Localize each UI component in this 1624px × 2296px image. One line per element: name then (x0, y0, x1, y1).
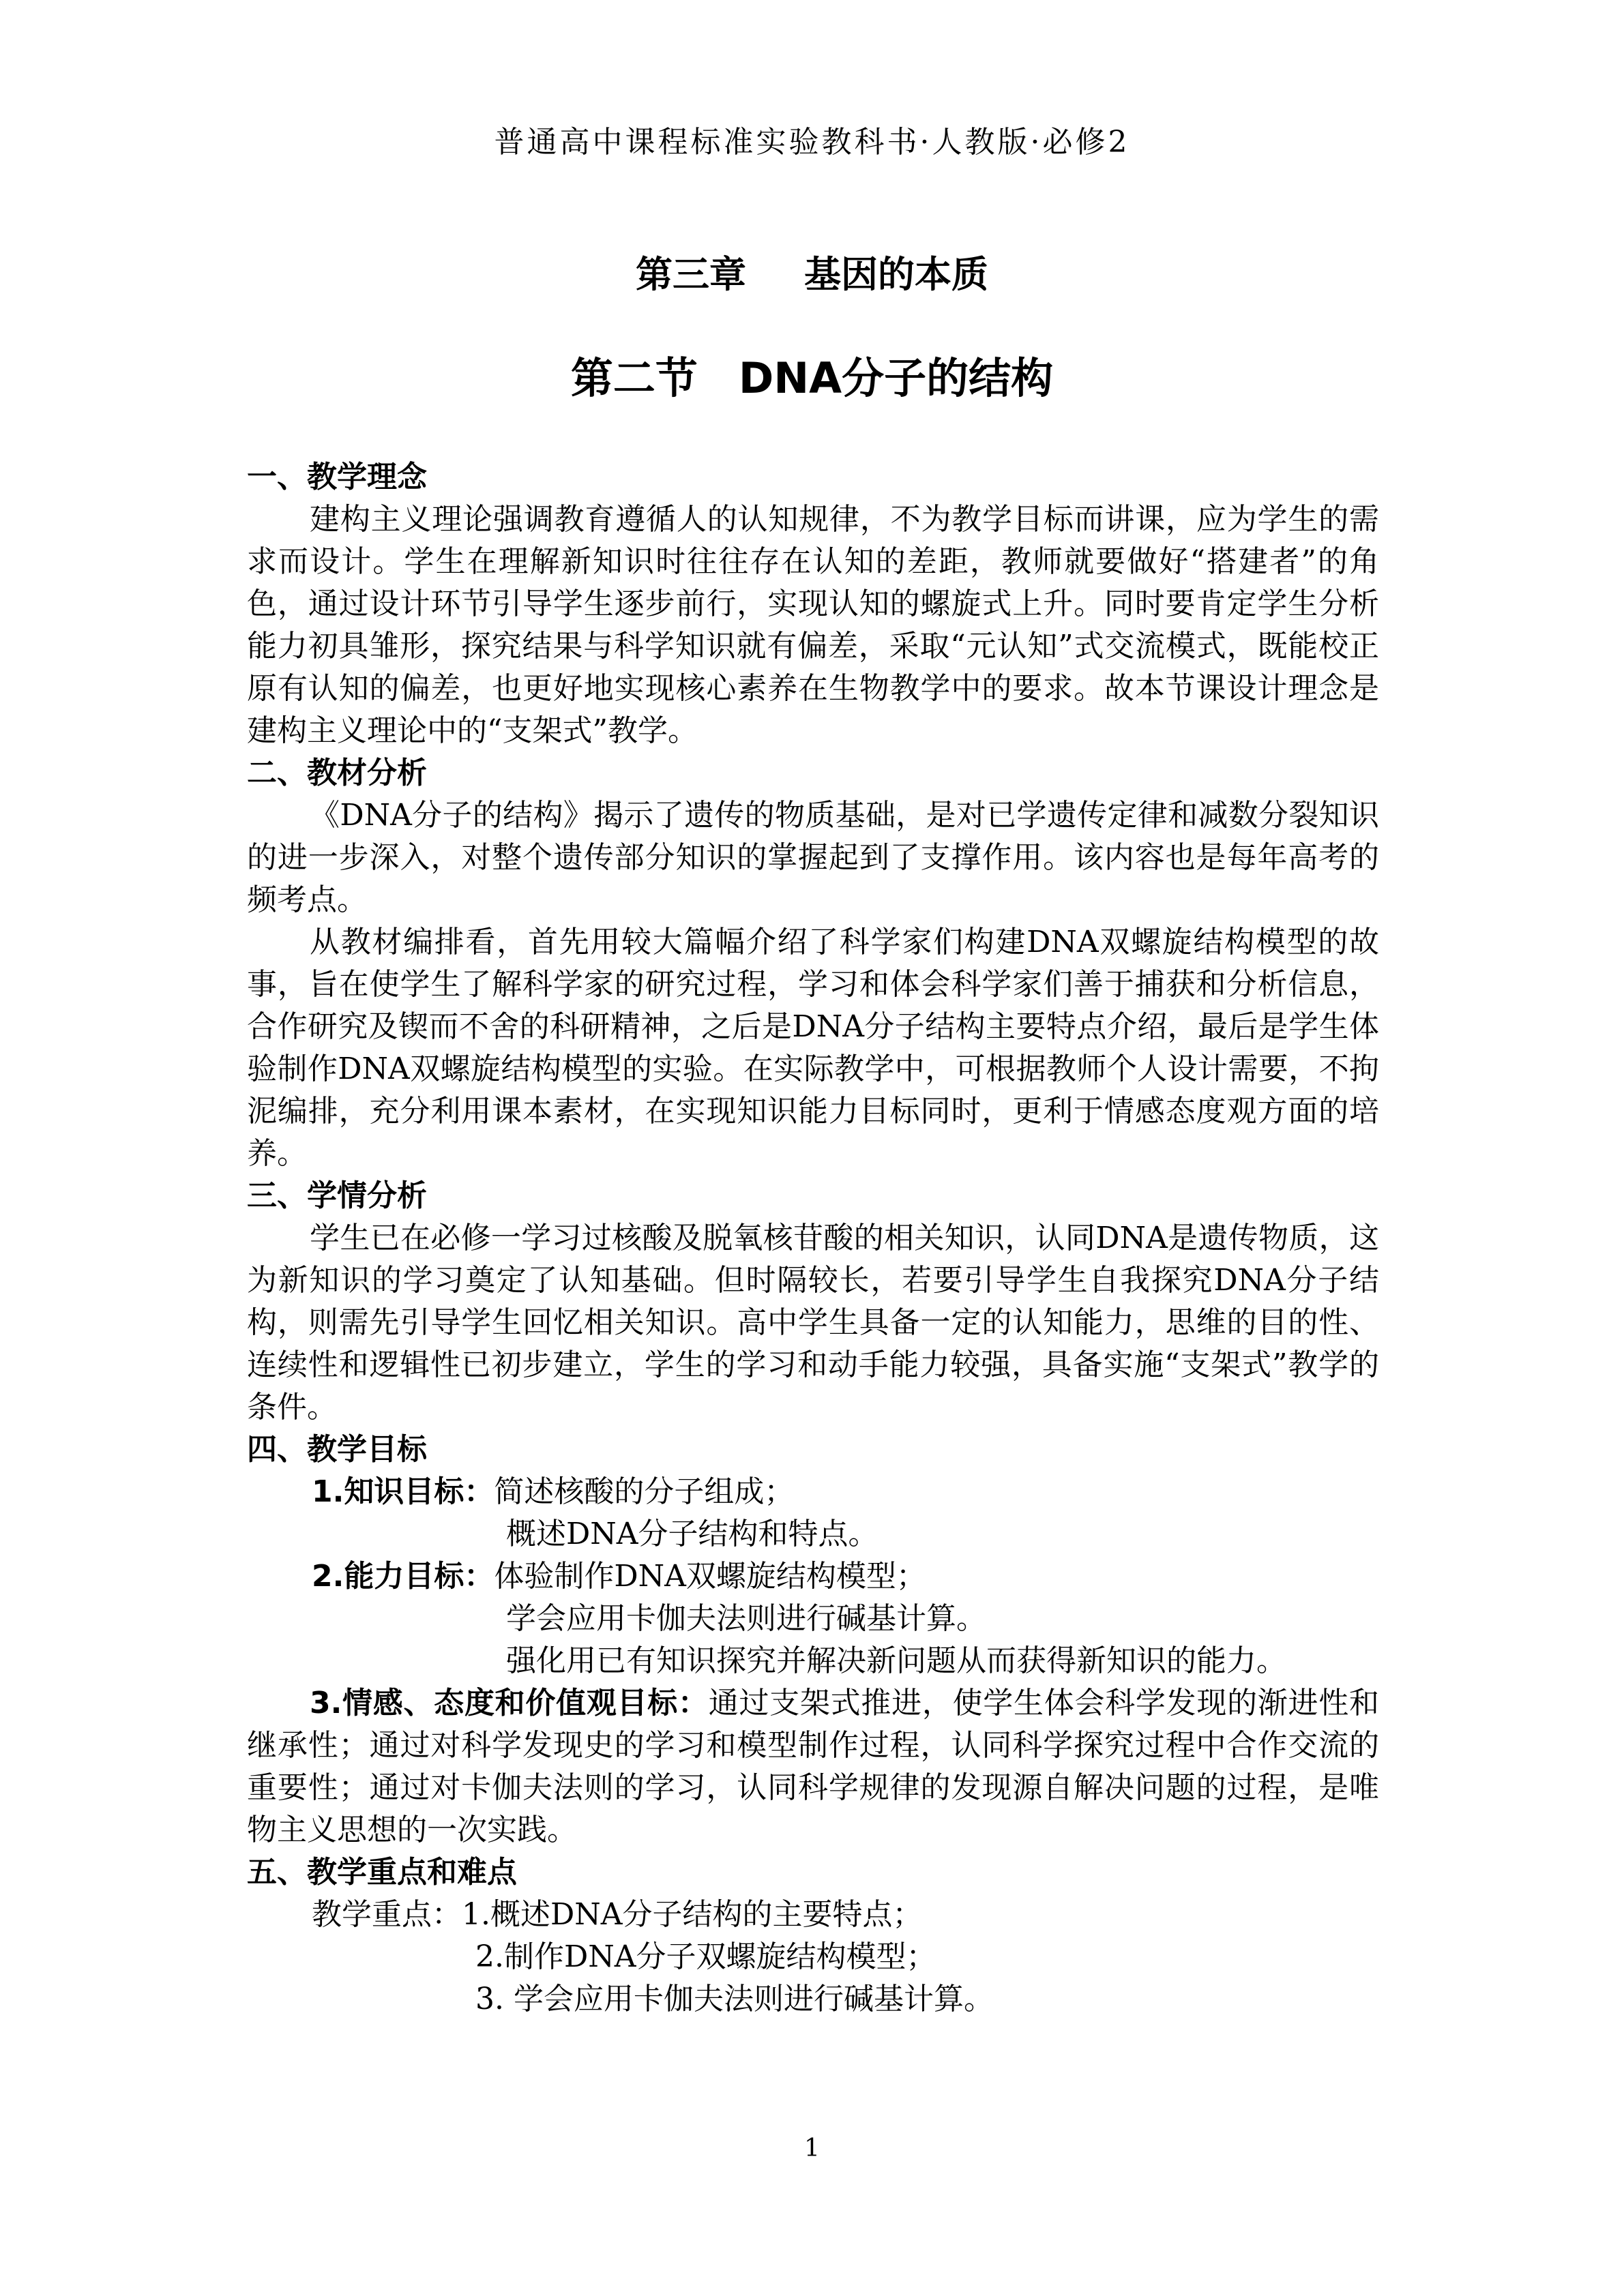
objective-item: 学会应用卡伽夫法则进行碱基计算。 (506, 1601, 986, 1636)
key-point-label: 教学重点： (312, 1897, 462, 1932)
heading-key-points: 五、教学重点和难点 (247, 1855, 517, 1890)
chapter-title: 基因的本质 (804, 253, 988, 296)
running-header: 普通高中课程标准实验教科书·人教版·必修2 (494, 125, 1130, 160)
heading-teaching-philosophy: 一、教学理念 (247, 460, 427, 494)
key-point-item: 1.概述DNA分子结构的主要特点； (462, 1897, 923, 1932)
section-number: 第二节 (570, 353, 698, 403)
key-point-item: 3. 学会应用卡伽夫法则进行碱基计算。 (475, 1982, 994, 2016)
paragraph: 学生已在必修一学习过核酸及脱氧核苷酸的相关知识，认同DNA是遗传物质，这为新知识的学习奠定了认知基础。但时隔较长，若要引导学生自我探究DNA分子结构，则需先引导学生回忆相关知识。高中学生具备一定的认知能力，思维的目的性、连续性和逻辑性已初步建立，学生的学习和动手能力较强，具备实施“支架式”教学的条件。 (247, 1221, 1379, 1425)
chapter-heading (0, 245, 1624, 298)
objective-item: 体验制作DNA双螺旋结构模型； (494, 1559, 926, 1594)
emotion-objective-text: 通过支架式推进，使学生体会科学发现的渐进性和继承性；通过对科学发现史的学习和模型制作过程，认同科学探究过程中合作交流的重要性；通过对卡伽夫法则的学习，认同科学规律的发现源自解决问题的过程，是唯物主义思想的一次实践。 (247, 1686, 1379, 1847)
page-number: 1 (804, 2134, 820, 2162)
paragraph: 《DNA分子的结构》揭示了遗传的物质基础，是对已学遗传定律和减数分裂知识的进一步深入，对整个遗传部分知识的掌握起到了支撑作用。该内容也是每年高考的频考点。 (247, 798, 1379, 917)
chapter-number: 第三章 (636, 253, 746, 296)
key-point-row (247, 1894, 1379, 1936)
emotion-objective-label: 3.情感、态度和价值观目标： (310, 1686, 709, 1720)
heading-student-analysis: 三、学情分析 (247, 1178, 427, 1213)
ability-objective (247, 1555, 1379, 1598)
knowledge-objective (247, 1471, 1379, 1513)
heading-teaching-objectives: 四、教学目标 (247, 1432, 427, 1467)
paragraph: 建构主义理论强调教育遵循人的认知规律，不为教学目标而讲课，应为学生的需求而设计。学生在理解新知识时往往存在认知的差距，教师就要做好“搭建者”的角色，通过设计环节引导学生逐步前行，实现认知的螺旋式上升。同时要肯定学生分析能力初具雏形，探究结果与科学知识就有偏差，采取“元认知”式交流模式，既能校正原有认知的偏差，也更好地实现核心素养在生物教学中的要求。故本节课设计理念是建构主义理论中的“支架式”教学。 (247, 502, 1379, 748)
section-title: DNA分子的结构 (738, 353, 1054, 403)
objective-item: 强化用已有知识探究并解决新问题从而获得新知识的能力。 (506, 1643, 1286, 1678)
section-heading (0, 344, 1624, 405)
document-body (247, 456, 1379, 2021)
objective-item: 概述DNA分子结构和特点。 (506, 1517, 879, 1551)
paragraph: 从教材编排看，首先用较大篇幅介绍了科学家们构建DNA双螺旋结构模型的故事，旨在使学生了解科学家的研究过程，学习和体会科学家们善于捕获和分析信息，合作研究及锲而不舍的科研精神，之后是DNA分子结构主要特点介绍，最后是学生体验制作DNA双螺旋结构模型的实验。在实际教学中，可根据教师个人设计需要，不拘泥编排，充分利用课本素材，在实现知识能力目标同时，更利于情感态度观方面的培养。 (247, 925, 1379, 1171)
objective-item: 简述核酸的分子组成； (494, 1474, 795, 1509)
ability-objective-label: 2.能力目标： (312, 1559, 494, 1594)
key-point-item: 2.制作DNA分子双螺旋结构模型； (475, 1939, 936, 1974)
emotion-objective (247, 1682, 1379, 1851)
knowledge-objective-label: 1.知识目标： (312, 1474, 494, 1509)
heading-textbook-analysis: 二、教材分析 (247, 756, 427, 790)
